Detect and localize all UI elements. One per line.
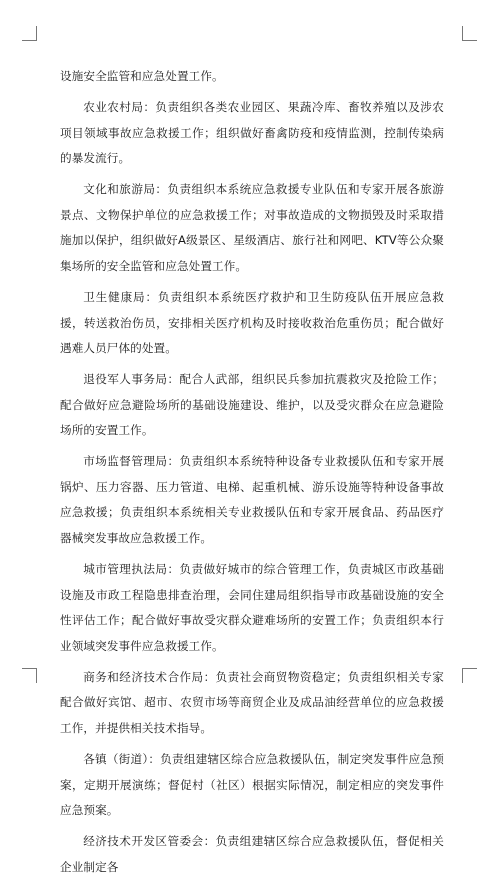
paragraph-development-zone: 经济技术开发区管委会：负责组建辖区综合应急救援队伍，督促相关企业制定各 xyxy=(60,834,444,874)
document-body xyxy=(60,64,444,886)
paragraph-agriculture-bureau: 农业农村局：负责组织各类农业园区、果蔬冷库、畜牧养殖以及涉农项目领域事故应急救援工作；组织做好畜禽防疫和疫情监测，控制传染病的暴发流行。 xyxy=(60,99,444,166)
paragraph-commerce-bureau: 商务和经济技术合作局：负责社会商贸物资稳定；负责组织相关专家配合做好宾馆、超市、农贸市场等商贸企业及成品油经营单位的应急救援工作，并提供相关技术指导。 xyxy=(60,669,444,735)
crop-mark-top-right xyxy=(462,26,477,41)
paragraph-towns-streets: 各镇（街道）：负责组建辖区综合应急救援队伍，制定突发事件应急预案，定期开展演练；督促村（社区）根据实际情况，制定相应的突发事件应急预案。 xyxy=(60,751,444,818)
paragraph-health-bureau: 卫生健康局：负责组织本系统医疗救护和卫生防疫队伍开展应急救援，转送救治伤员，安排相关医疗机构及时接收救治危重伤员；配合做好遇难人员尸体的处置。 xyxy=(60,289,444,356)
paragraph-culture-tourism-bureau: 文化和旅游局：负责组织本系统应急救援专业队伍和专家开展各旅游景点、文物保护单位的应急救援工作；对事故造成的文物损毁及时采取措施加以保护，组织做好A级景区、星级酒店、旅行社和网吧、KTV等公众聚集场所的安全监管和应急处置工作。 xyxy=(60,182,444,273)
crop-mark-top-left xyxy=(22,26,37,41)
crop-mark-bottom-right xyxy=(462,668,477,683)
crop-mark-bottom-left xyxy=(22,668,37,683)
paragraph-urban-management-bureau: 城市管理执法局：负责做好城市的综合管理工作，负责城区市政基础设施及市政工程隐患排查治理，会同住建局组织指导市政基础设施的安全性评估工作；配合做好事故受灾群众避难场所的安置工作；负责组织本行业领域突发事件应急救援工作。 xyxy=(60,562,444,653)
paragraph-continuation: 设施安全监管和应急处置工作。 xyxy=(60,69,224,83)
paragraph-veterans-bureau: 退役军人事务局：配合人武部，组织民兵参加抗震救灾及抢险工作；配合做好应急避险场所的基础设施建设、维护，以及受灾群众在应急避险场所的安置工作。 xyxy=(60,372,444,438)
paragraph-market-supervision-bureau: 市场监督管理局：负责组织本系统特种设备专业救援队伍和专家开展锅炉、压力容器、压力管道、电梯、起重机械、游乐设施等特种设备事故应急救援；负责组织本系统相关专业救援队伍和专家开展食品、药品医疗器械突发事故应急救援工作。 xyxy=(60,454,444,546)
